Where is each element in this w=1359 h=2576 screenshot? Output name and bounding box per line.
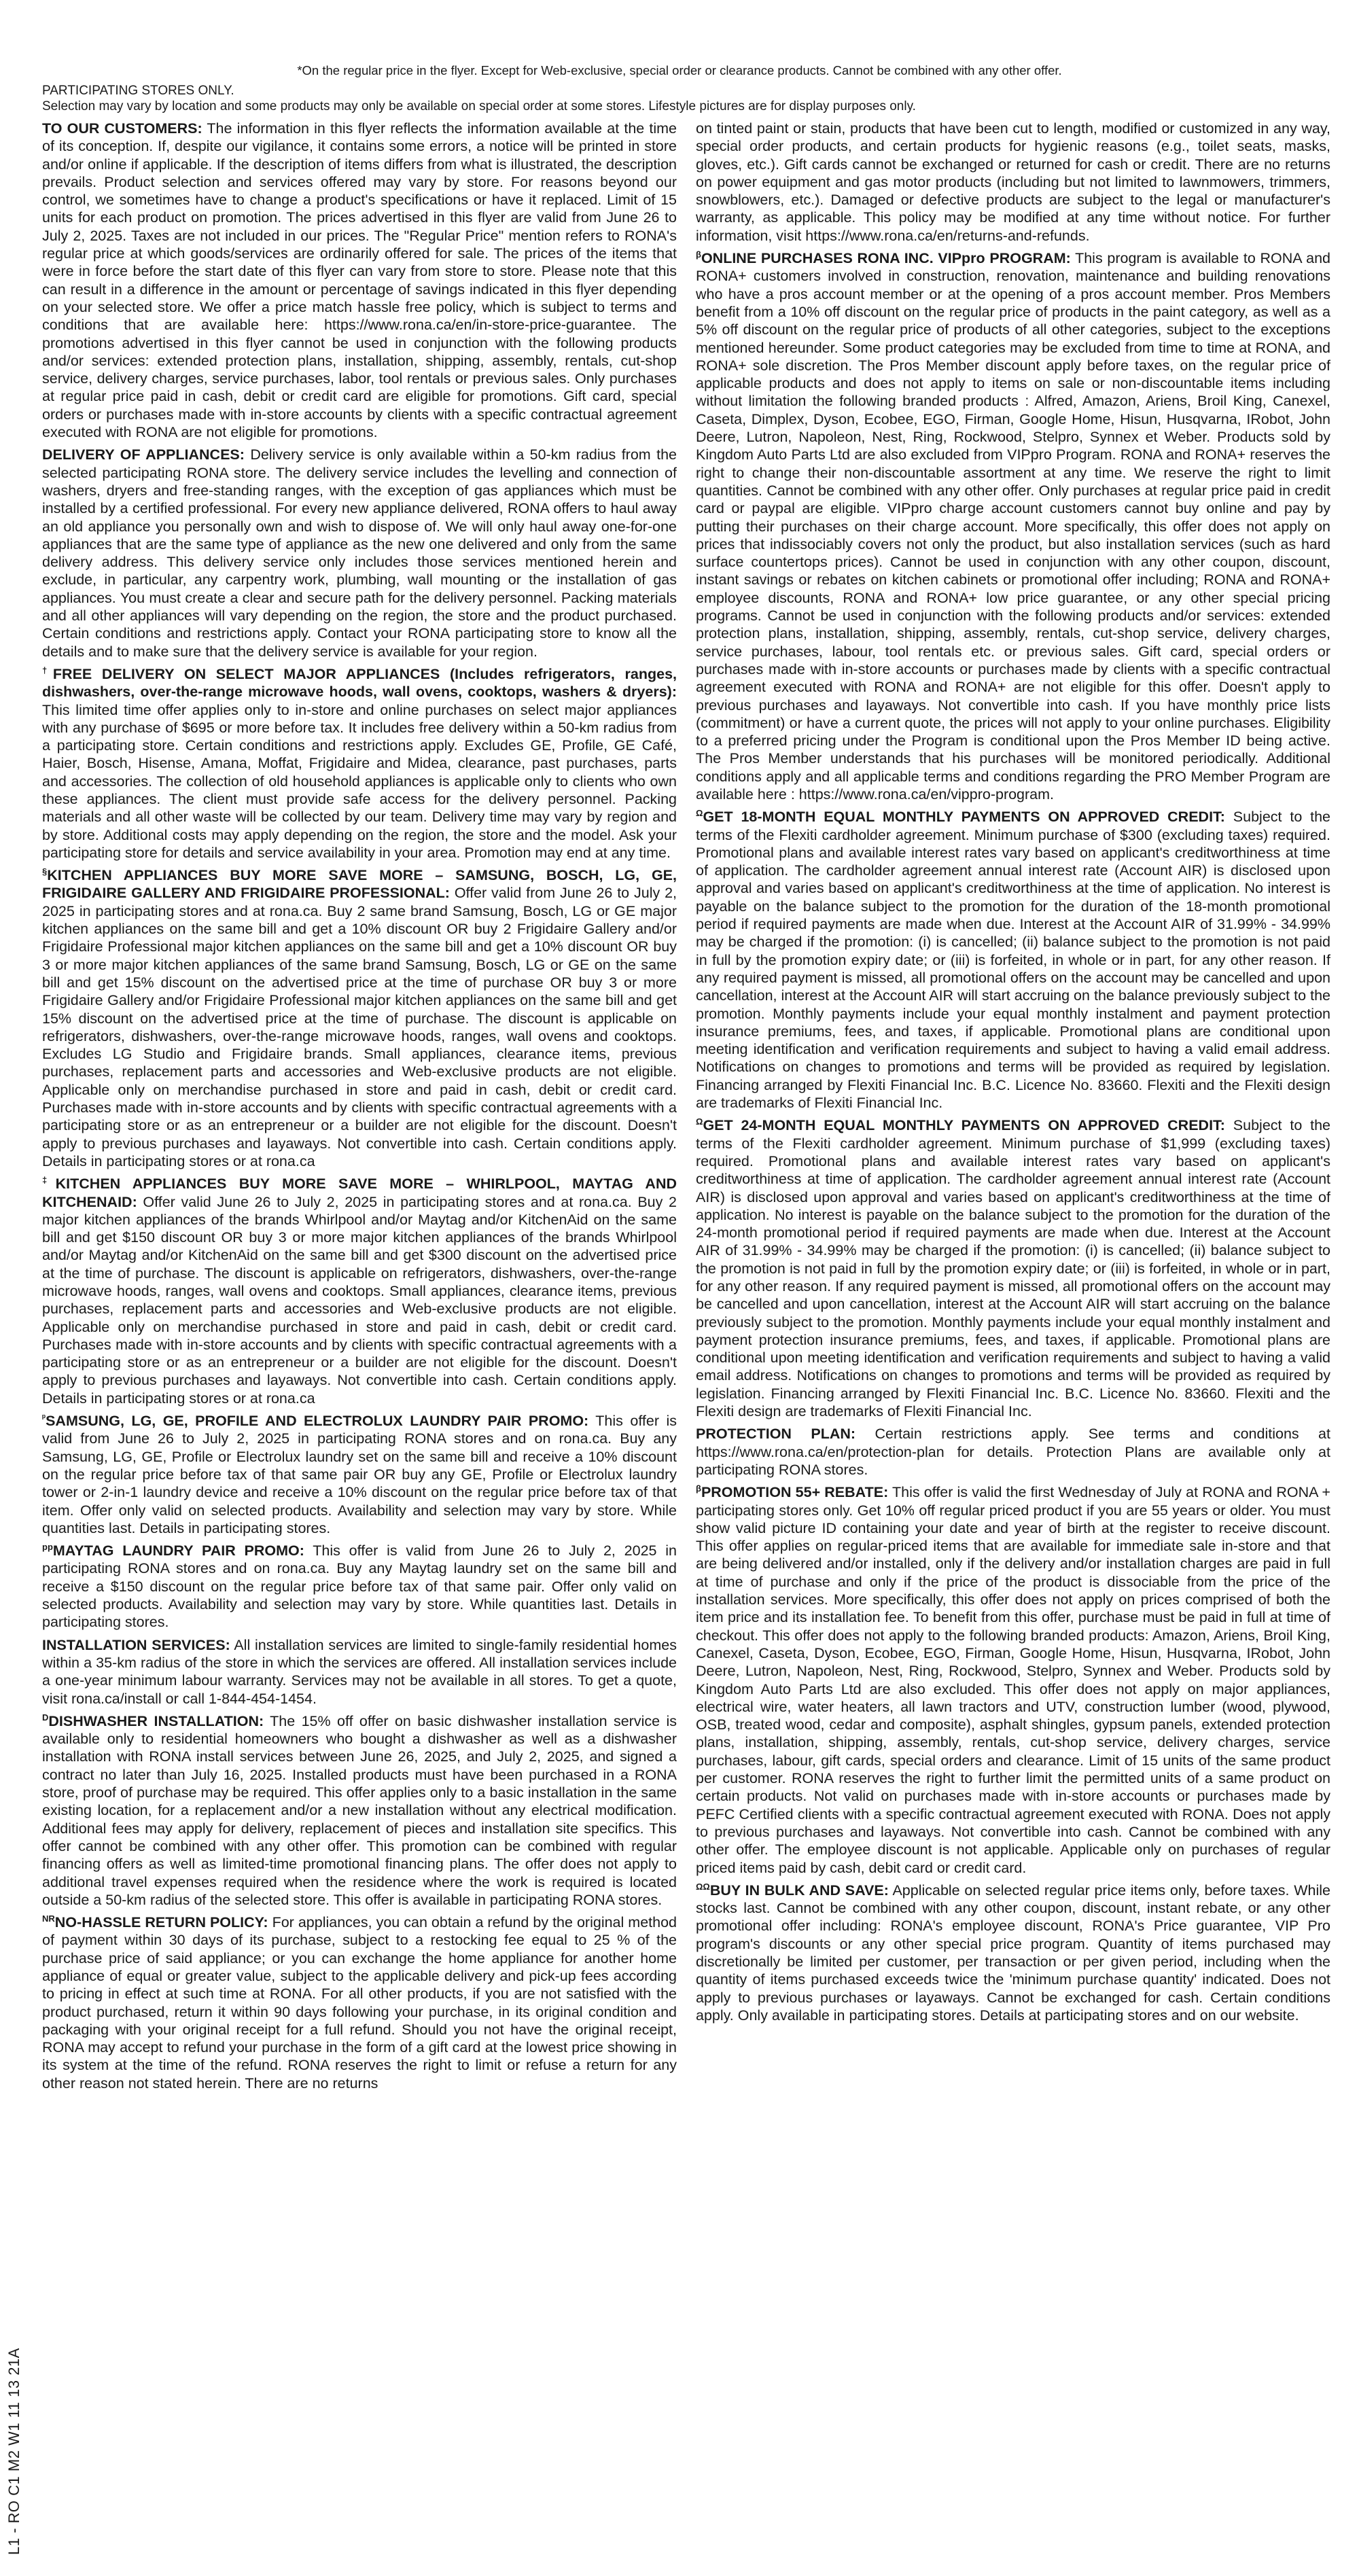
clause-heading: FREE DELIVERY ON SELECT MAJOR APPLIANCES (Includes refrigerators, ranges, dishwashers, over-the-range microwave hoods, wall ovens, cooktops, washers & dryers): <box>42 665 677 701</box>
clause-text: Subject to the terms of the Flexiti cardholder agreement. Minimum purchase of $300 (excluding taxes) required. Promotional plans and available interest rates vary based on applicant's creditworthiness at time of application. The cardholder agreement annual interest rate (Account AIR) is disclosed upon approval and varies based on applicant's creditworthiness at the time of application. No interest is payable on the balance subject to the promotion for the duration of the 18-month promotional period if required payments are made when due. Interest at the Account AIR of 31.99% - 34.99% may be charged if the promotion: (i) is cancelled; (ii) balance subject to the promotion is not paid in full by the promotion expiry date; or (iii) is forfeited, in whole or in part, for any other reason. If any required payment is missed, all promotional offers on the account may be cancelled and upon cancellation, interest at the Account AIR will start accruing on the balance previously subject to the promotion. Monthly payments include your equal monthly instalment and payment protection insurance premiums, fees, and taxes, if applicable. Promotional plans are conditional upon meeting identification and verification requirements and subject to having a valid email address. Notifications on changes to promotions and terms will be provided as required by legislation. Financing arranged by Flexiti Financial Inc. B.C. Licence No. 83660. Flexiti and the Flexiti design are trademarks of Flexiti Financial Inc. <box>696 809 1330 1112</box>
clause-text: This limited time offer applies only to in-store and online purchases on select major appliances with any purchase of $695 or more before tax. It includes free delivery within a 50-km radius from a participating store. Certain conditions and restrictions apply. Excludes GE, Profile, GE Café, Haier, Bosch, Hisense, Amana, Moffat, Frigidaire and Midea, clearance, past purchases, parts and accessories. The collection of old household appliances is applicable only to clients who own these appliances. The client must provide safe access for the delivery personnel. Packing materials and all other waste will be collected by our team. Delivery time may vary by region and by store. Additional costs may apply depending on the region, the store and the model. Ask your participating store for details and service availability in your area. Promotion may end at any time. <box>42 701 677 861</box>
clause-text: Offer valid from June 26 to July 2, 2025 in participating stores and at rona.ca. Buy 2 same brand Samsung, Bosch, LG or GE major kitchen appliances on the same bill and get a 10% discount OR buy 2 Frigidaire Gallery and/or Frigidaire Professional major kitchen appliances on the same bill and get a 10% discount OR buy 3 or more major kitchen appliances of the same brand Samsung, Bosch, LG or GE on the same bill and get 15% discount on the advertised price at the time of purchase OR buy 3 or more Frigidaire Gallery and/or Frigidaire Professional major kitchen appliances on the same bill and get 15% discount on the advertised price at the time of purchase. The discount is applicable on refrigerators, dishwashers, over-the-range microwave hoods, ranges, wall ovens and cooktops. Excludes LG Studio and Frigidaire brands. Small appliances, clearance items, previous purchases, replacement parts and accessories and Web-exclusive products are not eligible. Applicable only on merchandise purchased in store and paid in cash, debit or credit card. Purchases made with in-store accounts and by clients with specific contractual agreements with a participating store or as an entrepreneur or a builder are not eligible for the discount. Doesn't apply to previous purchases and layaways. Not convertible into cash. Certain conditions apply. Details in participating stores or at rona.ca <box>42 885 677 1169</box>
footnote-mark: D <box>42 1712 49 1723</box>
legal-clause <box>42 1542 677 1631</box>
clause-heading: INSTALLATION SERVICES: <box>42 1636 230 1653</box>
legal-clause <box>42 1175 677 1407</box>
clause-heading: KITCHEN APPLIANCES BUY MORE SAVE MORE – SAMSUNG, BOSCH, LG, GE, FRIGIDAIRE GALLERY AND FRIGIDAIRE PROFESSIONAL: <box>42 867 677 902</box>
clause-heading: GET 24-MONTH EQUAL MONTHLY PAYMENTS ON APPROVED CREDIT: <box>703 1117 1225 1134</box>
participating-stores-note: PARTICIPATING STORES ONLY. <box>42 84 234 98</box>
footnote-mark: NR <box>42 1913 55 1924</box>
legal-clause <box>696 249 1330 803</box>
clause-text: Certain restrictions apply. See terms and conditions at https://www.rona.ca/en/protection-plan for details. Protection Plans are available only at participating RONA stores. <box>696 1426 1330 1478</box>
legal-clause <box>42 1636 677 1708</box>
clause-text: Subject to the terms of the Flexiti cardholder agreement. Minimum purchase of $1,999 (excluding taxes) required. Promotional plans and available interest rates vary based on applicant's creditworthiness at time of application. The cardholder agreement annual interest rate (Account AIR) is disclosed upon approval and varies based on applicant's creditworthiness at the time of application. No interest is payable on the balance subject to the promotion for the duration of the 24-month promotional period if required payments are made when due. Interest at the Account AIR of 31.99% - 34.99% may be charged if the promotion: (i) is cancelled; (ii) balance subject to the promotion is not paid in full by the promotion expiry date; or (iii) is forfeited, in whole or in part, for any other reason. If any required payment is missed, all promotional offers on the account may be cancelled and upon cancellation, interest at the Account AIR will start accruing on the balance previously subject to the promotion. Monthly payments include your equal monthly instalment and payment protection insurance premiums, fees, and taxes, if applicable. Promotional plans are conditional upon meeting identification and verification requirements and subject to having a valid email address. Notifications on changes to promotions and terms will be provided as required by legislation. Financing arranged by Flexiti Financial Inc. B.C. Licence No. 83660. Flexiti and the Flexiti design are trademarks of Flexiti Financial Inc. <box>696 1117 1330 1420</box>
price-footnote: *On the regular price in the flyer. Except for Web-exclusive, special order or clearance products. Cannot be combined with any other offer. <box>297 63 1062 77</box>
clause-text: This program is available to RONA and RONA+ customers involved in construction, renovation, maintenance and building renovations who have a pros account member or at the opening of a pros account member. Pros Members benefit from a 10% off discount on the regular price of products in the paint category, as well as a 5% off discount on the regular price of products of all other categories, subject to the exceptions mentioned hereunder. Some product categories may be excluded from time to time at RONA, and RONA+ sole discretion. The Pros Member discount apply before taxes, on the regular price of applicable products and does not apply to items on sale or non-discountable items including without limitation the following branded products : Alfred, Amazon, Ariens, Broil King, Canexel, Caseta, Dimplex, Dyson, Ecobee, EGO, Firman, Google Home, Hisun, Husqvarna, IRobot, John Deere, Lutron, Napoleon, Nest, Ring, Rockwood, Stelpro, Synnex et Weber. Products sold by Kingdom Auto Parts Ltd are also excluded from VIPpro Program. RONA and RONA+ reserves the right to change their non-discountable assortment at any time. We reserve the right to limit quantities. Cannot be combined with any other offer. Only purchases at regular price paid in credit card or paypal are eligible. VIPpro charge account customers cannot buy online and pay by putting their purchases on their charge account. More specifically, this offer does not apply on prices that indissociably covers not only the product, but also installation services (such as hard surface countertops prices). Cannot be used in conjunction with any other coupon, discount, instant savings or rebates on kitchen cabinets or promotional offer including; RONA and RONA+ employee discounts, RONA and RONA+ low price guarantee, or any other special pricing programs. Cannot be used in conjunction with the following products and/or services: extended protection plans, installation, shipping, assembly, rentals, cut-shop service, delivery charges, service purchases, labour, tool rentals etc. or previous sales. Gift card, special orders or purchases made with in-store accounts or purchases made by clients with a specific contractual agreement executed with RONA and RONA+ are not eligible for this offer. Doesn't apply to previous purchases and layaways. Not convertible into cash. If you have monthly price lists (commitment) or have a current quote, the prices will not apply to your online purchases. Eligibility to a preferred pricing under the Program is conditional upon the Pros Member ID being active. The Pros Member understands that his purchases will be monitored periodically. Additional conditions apply and all applicable terms and conditions regarding the PRO Member Program are available here : https://www.rona.ca/en/vippro-program. <box>696 250 1330 802</box>
legal-column-right <box>696 120 1330 2552</box>
clause-text: This offer is valid from June 26 to July 2, 2025 in participating RONA stores and on rona.ca. Buy any Maytag laundry set on the same bill and receive a $150 discount on the regular price before tax of that same pair. Offer only valid on selected products. Availability and selection may vary by store. While quantities last. Details in participating stores. <box>42 1542 677 1631</box>
legal-clause <box>696 1425 1330 1479</box>
clause-heading: DELIVERY OF APPLIANCES: <box>42 446 245 463</box>
footnote-mark: ‡ <box>42 1175 56 1186</box>
footnote-mark: ᵖ <box>42 1411 46 1422</box>
legal-clause <box>42 1913 677 2092</box>
clause-text: All installation services are limited to single-family residential homes within a 35-km radius of the store in which the services are offered. All installation services include a one-year minimum labour warranty. Services may not be available in all stores. To get a quote, visit rona.ca/install or call 1-844-454-1454. <box>42 1636 677 1707</box>
legal-clause <box>696 808 1330 1112</box>
clause-text: This offer is valid from June 26 to July 2, 2025 in participating RONA stores and on rona.ca. Buy any Samsung, LG, GE, Profile or Electrolux laundry set on the same bill and receive a 10% discount on the regular price before tax of that same pair OR buy any GE, Profile or Electrolux laundry tower or 2-in-1 laundry device and receive a 10% discount on the regular price before tax of that item. Offer only valid on selected products. Availability and selection may vary by store. While quantities last. Details in participating stores. <box>42 1413 677 1536</box>
legal-clause <box>696 120 1330 245</box>
flyer-version-code: L1 - RO C1 M2 W1 11 13 21A <box>5 2348 22 2555</box>
clause-heading: KITCHEN APPLIANCES BUY MORE SAVE MORE – WHIRLPOOL, MAYTAG AND KITCHENAID: <box>42 1176 677 1210</box>
clause-heading: DISHWASHER INSTALLATION: <box>48 1712 264 1729</box>
legal-clause <box>42 1412 677 1537</box>
flyer-header <box>42 63 1317 114</box>
clause-heading: SAMSUNG, LG, GE, PROFILE AND ELECTROLUX LAUNDRY PAIR PROMO: <box>46 1413 589 1430</box>
clause-heading: BUY IN BULK AND SAVE: <box>709 1882 889 1899</box>
clause-text: This offer is valid the first Wednesday of July at RONA and RONA + participating stores only. Get 10% off regular priced product if you are 55 years or older. You must show valid picture ID containing your date and year of birth at the register to receive discount. This offer applies on regular-priced items that are available for immediate sale in-store and that are being delivered and/or installed, only if the delivery and/or installation charges are paid in full at time of purchase and only if the price of the product is dissociable from the price of the installation services. More specifically, this offer does not apply on prices comprised of both the item price and its installation fee. To benefit from this offer, purchase must be paid in full at time of checkout. This offer does not apply to the following branded products: Amazon, Ariens, Broil King, Canexel, Caseta, Dyson, Ecobee, EGO, Firman, Google Home, Hisun, Husqvarna, IRobot, John Deere, Lutron, Napoleon, Nest, Ring, Rockwood, Stelpro, Synnex and Weber. Products sold by Kingdom Auto Parts Ltd are also excluded. This offer does not apply on major appliances, electrical wire, water heaters, all lawn tractors and UTV, construction lumber (wood, plywood, OSB, treated wood, cedar and composite), asphalt shingles, gypsum panels, extended protection plans, installation, shipping, assembly, rentals, cut-shop service, delivery charges, service purchases, labour, gift cards, special orders and clearance. Limit of 15 units of the same product per customer. RONA reserves the right to further limit the permitted units of a same product on certain products. Not valid on purchases made with in-store accounts or purchases made by PEFC Certified clients with a specific contractual agreement executed with RONA. Does not apply to previous purchases and layaways. Not convertible into cash. Cannot be combined with any other offer. The employee discount is not applicable. Applicable only on purchases of regular priced items paid by cash, debit card or credit card. <box>696 1484 1330 1876</box>
footnote-mark: Ω <box>696 808 703 819</box>
clause-heading: PROMOTION 55+ REBATE: <box>701 1484 889 1501</box>
clause-text: Applicable on selected regular price items only, before taxes. While stocks last. Cannot be combined with any other coupon, discount, instant rebate, or any other promotional offer including: RONA's employee discount, RONA's Price guarantee, VIP Pro program's discounts or any other special price program. Quantity of items purchased may discretionally be limited per customer, per transaction or per given period, including when the quantity of items purchased exceeds twice the 'minimum purchase quantity' indicated. Does not apply to previous purchases or layaways. Cannot be exchanged for cash. Certain conditions apply. Only available in participating stores. Details at participating stores and on our website. <box>696 1882 1330 2024</box>
footnote-mark: β <box>696 249 701 260</box>
clause-text: For appliances, you can obtain a refund by the original method of payment within 30 days of its purchase, subject to a restocking fee equal to 25 % of the purchase price of said appliance; or you can exchange the home appliance for another home appliance of equal or greater value, subject to the applicable delivery and pick-up fees according to pricing in effect at such time at RONA. For all other products, if you are not satisfied with the product purchased, return it within 90 days following your purchase, in its original condition and packaging with your original receipt for a full refund. Should you not have the original receipt, RONA may accept to refund your purchase in the form of a gift card at the lowest price showing in its system at the time of the refund. RONA reserves the right to limit or refuse a return for any other reason not stated herein. There are no returns <box>42 1914 677 2092</box>
legal-clause <box>42 120 677 441</box>
footnote-mark: β <box>696 1483 701 1494</box>
legal-clause <box>696 1116 1330 1420</box>
clause-heading: GET 18-MONTH EQUAL MONTHLY PAYMENTS ON APPROVED CREDIT: <box>703 809 1225 826</box>
footnote-mark: pp <box>42 1542 53 1552</box>
legal-text-columns <box>42 120 1330 2552</box>
clause-text: Offer valid June 26 to July 2, 2025 in participating stores and at rona.ca. Buy 2 major kitchen appliances of the brands Whirlpool and/or Maytag and/or KitchenAid on the same bill and get $150 discount OR buy 3 or more major kitchen appliances of the brands Whirlpool and/or Maytag and/or KitchenAid on the same bill and get $300 discount on the advertised price at the time of purchase. The discount is applicable on refrigerators, dishwashers, over-the-range microwave hoods, ranges, wall ovens and cooktops. Small appliances, clearance items, previous purchases, replacement parts and accessories and Web-exclusive products are not eligible. Applicable only on merchandise purchased in store and paid in cash, debit or credit card. Purchases made with in-store accounts and by clients with specific contractual agreements with a participating store or as an entrepreneur or a builder are not eligible for the discount. Doesn't apply to previous purchases and layaways. Not convertible into cash. Certain conditions apply. Details in participating stores or at rona.ca <box>42 1193 677 1407</box>
selection-note: Selection may vary by location and some products may only be available on special order at some stores. Lifestyle pictures are for display purposes only. <box>42 99 916 113</box>
footnote-mark: Ω <box>696 1116 703 1127</box>
clause-heading: ONLINE PURCHASES RONA INC. VIPpro PROGRAM: <box>701 250 1071 267</box>
clause-heading: TO OUR CUSTOMERS: <box>42 120 202 137</box>
clause-heading: MAYTAG LAUNDRY PAIR PROMO: <box>52 1542 304 1559</box>
clause-heading: NO-HASSLE RETURN POLICY: <box>54 1914 268 1931</box>
legal-clause <box>696 1483 1330 1877</box>
clause-heading: PROTECTION PLAN: <box>696 1426 856 1443</box>
legal-clause <box>42 866 677 1170</box>
footnote-mark: § <box>42 866 48 877</box>
legal-clause <box>42 1712 677 1909</box>
legal-clause <box>42 446 677 660</box>
clause-text: The 15% off offer on basic dishwasher installation service is available only to residential homeowners who bought a dishwasher as well as a dishwasher installation with RONA install services between June 26, 2025, and July 2, 2025, and signed a contract no later than July 16, 2025. Installed products must have been purchased in a RONA store, proof of purchase may be required. This offer applies only to a basic installation in the same existing location, for a replacement and/or a new installation without any electrical modification. Additional fees may apply for delivery, replacement of pieces and installation site specifics. This offer cannot be combined with any other offer. This promotion can be combined with regular financing offers as well as limited-time promotional financing plans. The offer does not apply to additional travel expenses required when the residence where the work is required is located outside a 50-km radius of the selected store. This offer is available in participating RONA stores. <box>42 1712 677 1908</box>
legal-clause <box>696 1882 1330 2024</box>
footnote-mark: ΩΩ <box>696 1881 710 1892</box>
clause-text: Delivery service is only available within a 50-km radius from the selected participating RONA store. The delivery service includes the levelling and connection of washers, dryers and free-standing ranges, with the exception of gas appliances which must be installed by a certified professional. For every new appliance delivered, RONA offers to haul away an old appliance you personally own and wish to dispose of. We will only haul away one-for-one appliances that are the same type of appliance as the new one delivered and only from the same delivery address. This delivery service only includes those services mentioned herein and exclude, in particular, any carpentry work, plumbing, wall mounting or the installation of gas appliances. You must create a clear and secure path for the delivery personnel. Packing materials and all other appliances will vary depending on the region, the store and the product purchased. Certain conditions and restrictions apply. Contact your RONA participating store to know all the details and to make sure that the delivery service is available for your region. <box>42 446 677 660</box>
legal-column-left <box>42 120 677 2552</box>
clause-text: on tinted paint or stain, products that have been cut to length, modified or customized in any way, special order products, and certain products for hygienic reasons (e.g., toilet seats, masks, gloves, etc.). Gift cards cannot be exchanged or returned for cash or credit. There are no returns on power equipment and gas motor products (including but not limited to lawnmowers, trimmers, snowblowers, etc.). Damaged or defective products are subject to the legal or manufacturer's warranty, as applicable. This policy may be modified at any time without notice. For further information, visit https://www.rona.ca/en/returns-and-refunds. <box>696 120 1330 244</box>
footnote-mark: † <box>42 665 53 675</box>
clause-text: The information in this flyer reflects the information available at the time of its conception. If, despite our vigilance, it contains some errors, a notice will be printed in store and/or online if applicable. If the description of items differs from what is illustrated, the description prevails. Product selection and services offered may vary by store. For reasons beyond our control, we sometimes have to change a product's specifications or have it replaced. Limit of 15 units for each product on promotion. The prices advertised in this flyer are valid from June 26 to July 2, 2025. Taxes are not included in our prices. The "Regular Price" mention refers to RONA's regular price at which goods/services are ordinarily offered for sale. The prices of the items that were in force before the start date of this flyer can vary from store to store. Please note that this can result in a difference in the amount or percentage of savings indicated in this flyer depending on your selected store. We offer a price match hassle free policy, which is subject to terms and conditions that are available here: https://www.rona.ca/en/in-store-price-guarantee. The promotions advertised in this flyer cannot be used in conjunction with the following products and/or services: extended protection plans, installation, shipping, assembly, rentals, cut-shop service, delivery charges, service purchases, labor, tool rentals or previous sales. Only purchases at regular price paid in cash, debit or credit card are eligible for promotions. Gift card, special orders or purchases made with in-store accounts by clients with a specific contractual agreement executed with RONA are not eligible for promotions. <box>42 120 677 441</box>
legal-clause <box>42 665 677 862</box>
